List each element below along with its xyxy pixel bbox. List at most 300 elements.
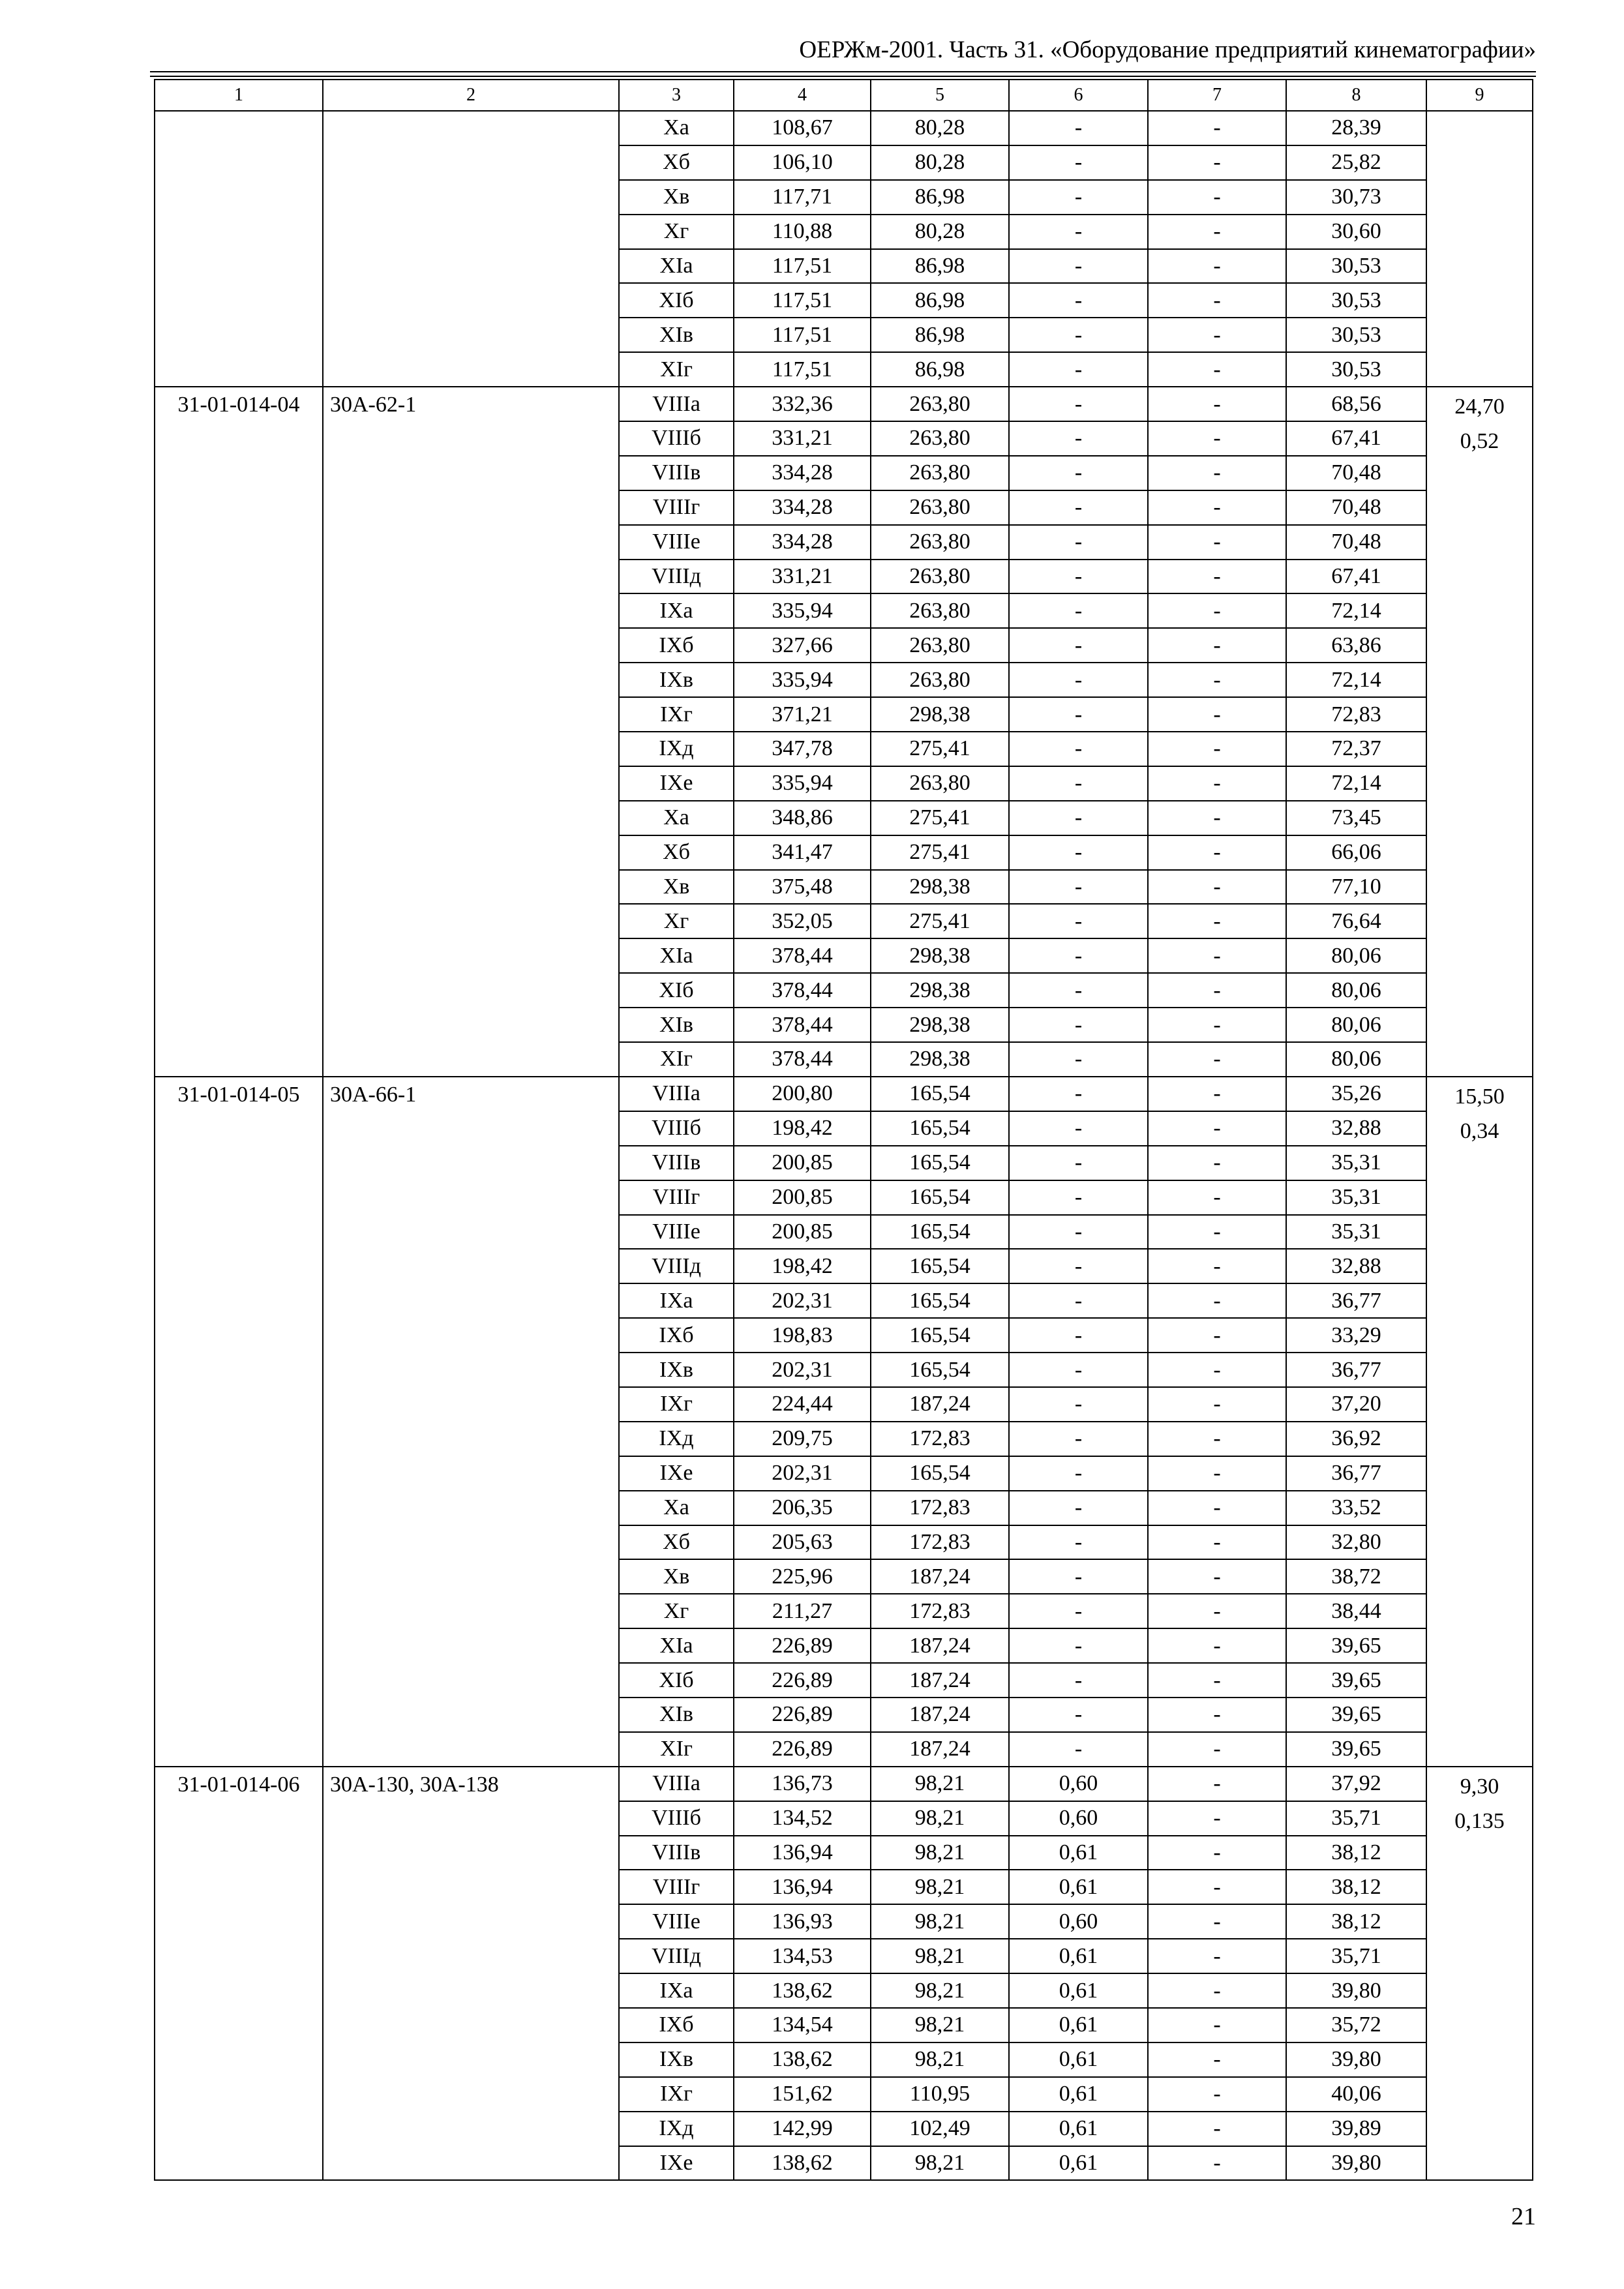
value-cell: 335,94	[734, 663, 871, 697]
value-cell: 106,10	[734, 145, 871, 180]
equipment-name-cell: 30A-66-1	[323, 1077, 619, 1767]
category-cell: VIIIa	[619, 1767, 734, 1801]
column-number-row	[155, 80, 1533, 111]
value-cell: -	[1009, 732, 1148, 766]
value-cell: 30,53	[1286, 283, 1426, 318]
value-cell: 72,14	[1286, 766, 1426, 801]
value-cell: -	[1009, 1042, 1148, 1077]
value-cell: -	[1148, 1663, 1286, 1698]
column-number: 8	[1286, 80, 1426, 111]
value-cell: -	[1148, 1594, 1286, 1628]
category-cell: VIIIб	[619, 421, 734, 456]
value-cell: -	[1148, 1387, 1286, 1422]
value-cell: 36,77	[1286, 1353, 1426, 1387]
value-cell: 335,94	[734, 766, 871, 801]
value-cell: 136,94	[734, 1870, 871, 1904]
value-cell: 0,61	[1009, 1836, 1148, 1870]
value-cell: -	[1009, 835, 1148, 870]
value-cell: 138,62	[734, 2146, 871, 2181]
column-number: 3	[619, 80, 734, 111]
value-cell: 72,14	[1286, 593, 1426, 628]
value-cell: 298,38	[871, 697, 1009, 732]
category-cell: VIIIa	[619, 1077, 734, 1111]
value-cell: 348,86	[734, 801, 871, 835]
category-cell: IXг	[619, 697, 734, 732]
category-cell: IXa	[619, 1283, 734, 1318]
value-cell: 38,72	[1286, 1559, 1426, 1594]
category-cell: Xв	[619, 870, 734, 905]
value-cell: 334,28	[734, 525, 871, 560]
category-cell: IXг	[619, 1387, 734, 1422]
value-cell: 187,24	[871, 1628, 1009, 1663]
value-cell: 263,80	[871, 456, 1009, 490]
value-cell: -	[1009, 1249, 1148, 1283]
header-rule	[150, 71, 1536, 72]
column-9-cell	[1426, 1767, 1533, 2181]
category-cell: VIIIд	[619, 1249, 734, 1283]
value-cell: 134,53	[734, 1939, 871, 1973]
value-cell: 298,38	[871, 1008, 1009, 1042]
value-cell: -	[1148, 1973, 1286, 2008]
equipment-name-cell	[323, 111, 619, 387]
value-cell: 165,54	[871, 1111, 1009, 1146]
column-number: 4	[734, 80, 871, 111]
value-cell: -	[1148, 2077, 1286, 2112]
value-cell: 298,38	[871, 938, 1009, 973]
value-cell: -	[1009, 1422, 1148, 1456]
value-cell: 98,21	[871, 2146, 1009, 2181]
value-cell: 98,21	[871, 1801, 1009, 1836]
category-cell: XIг	[619, 352, 734, 387]
value-cell: -	[1148, 145, 1286, 180]
value-cell: 39,65	[1286, 1698, 1426, 1732]
value-cell: 67,41	[1286, 421, 1426, 456]
value-cell: 200,85	[734, 1146, 871, 1180]
value-cell: 86,98	[871, 249, 1009, 284]
column-number: 2	[323, 80, 619, 111]
category-cell: XIг	[619, 1732, 734, 1767]
value-cell: -	[1148, 283, 1286, 318]
category-cell: Xa	[619, 111, 734, 145]
value-cell: -	[1009, 421, 1148, 456]
category-cell: Xг	[619, 215, 734, 249]
table-row	[155, 387, 1533, 421]
table-row	[155, 1077, 1533, 1111]
value-cell: 102,49	[871, 2112, 1009, 2146]
category-cell: IXб	[619, 628, 734, 663]
value-cell: 226,89	[734, 1698, 871, 1732]
value-cell: 39,65	[1286, 1628, 1426, 1663]
value-cell: -	[1009, 1008, 1148, 1042]
value-cell: 226,89	[734, 1732, 871, 1767]
value-cell: 98,21	[871, 2042, 1009, 2077]
rate-code-cell: 31-01-014-05	[155, 1077, 323, 1767]
value-cell: 117,51	[734, 352, 871, 387]
value-cell: 298,38	[871, 870, 1009, 905]
value-cell: 67,41	[1286, 560, 1426, 594]
value-cell: 200,85	[734, 1180, 871, 1215]
value-cell: -	[1148, 904, 1286, 938]
value-cell: 211,27	[734, 1594, 871, 1628]
column-number: 9	[1426, 80, 1533, 111]
column-9-value: 15,50	[1454, 1084, 1505, 1109]
value-cell: 378,44	[734, 938, 871, 973]
value-cell: 263,80	[871, 663, 1009, 697]
value-cell: 38,12	[1286, 1870, 1426, 1904]
value-cell: 33,52	[1286, 1491, 1426, 1525]
value-cell: 63,86	[1286, 628, 1426, 663]
value-cell: 187,24	[871, 1698, 1009, 1732]
value-cell: 172,83	[871, 1422, 1009, 1456]
value-cell: -	[1148, 938, 1286, 973]
category-cell: IXд	[619, 732, 734, 766]
value-cell: 38,12	[1286, 1836, 1426, 1870]
value-cell: 35,31	[1286, 1146, 1426, 1180]
value-cell: -	[1148, 1283, 1286, 1318]
value-cell: 76,64	[1286, 904, 1426, 938]
value-cell: -	[1009, 766, 1148, 801]
value-cell: 0,60	[1009, 1904, 1148, 1939]
value-cell: -	[1148, 870, 1286, 905]
category-cell: Xa	[619, 1491, 734, 1525]
value-cell: 0,61	[1009, 1870, 1148, 1904]
value-cell: 225,96	[734, 1559, 871, 1594]
value-cell: -	[1009, 1525, 1148, 1560]
value-cell: 39,65	[1286, 1663, 1426, 1698]
value-cell: 0,60	[1009, 1801, 1148, 1836]
value-cell: 275,41	[871, 732, 1009, 766]
value-cell: -	[1148, 1801, 1286, 1836]
value-cell: 39,80	[1286, 2042, 1426, 2077]
category-cell: Xг	[619, 1594, 734, 1628]
value-cell: -	[1009, 525, 1148, 560]
value-cell: 165,54	[871, 1249, 1009, 1283]
value-cell: -	[1148, 1180, 1286, 1215]
value-cell: 198,42	[734, 1111, 871, 1146]
value-cell: -	[1148, 1836, 1286, 1870]
value-cell: -	[1009, 593, 1148, 628]
category-cell: IXв	[619, 1353, 734, 1387]
value-cell: 70,48	[1286, 456, 1426, 490]
value-cell: 209,75	[734, 1422, 871, 1456]
value-cell: 35,26	[1286, 1077, 1426, 1111]
value-cell: 378,44	[734, 973, 871, 1008]
category-cell: XIa	[619, 1628, 734, 1663]
value-cell: 35,31	[1286, 1215, 1426, 1249]
column-number: 1	[155, 80, 323, 111]
value-cell: 263,80	[871, 387, 1009, 421]
column-9-value: 9,30	[1460, 1774, 1499, 1799]
value-cell: 37,92	[1286, 1767, 1426, 1801]
category-cell: IXд	[619, 1422, 734, 1456]
page-number: 21	[1511, 2203, 1536, 2230]
value-cell: -	[1148, 2042, 1286, 2077]
value-cell: -	[1148, 1111, 1286, 1146]
value-cell: 98,21	[871, 1767, 1009, 1801]
category-cell: IXв	[619, 663, 734, 697]
value-cell: 198,42	[734, 1249, 871, 1283]
value-cell: -	[1148, 732, 1286, 766]
value-cell: 40,06	[1286, 2077, 1426, 2112]
value-cell: -	[1148, 215, 1286, 249]
value-cell: 165,54	[871, 1215, 1009, 1249]
value-cell: 331,21	[734, 421, 871, 456]
table-row	[155, 111, 1533, 145]
value-cell: 134,52	[734, 1801, 871, 1836]
value-cell: -	[1009, 1491, 1148, 1525]
value-cell: -	[1148, 525, 1286, 560]
value-cell: 0,61	[1009, 1973, 1148, 2008]
column-number: 7	[1148, 80, 1286, 111]
value-cell: -	[1148, 1904, 1286, 1939]
value-cell: -	[1148, 1215, 1286, 1249]
value-cell: 32,88	[1286, 1249, 1426, 1283]
value-cell: 30,60	[1286, 215, 1426, 249]
value-cell: 108,67	[734, 111, 871, 145]
value-cell: 136,93	[734, 1904, 871, 1939]
value-cell: 275,41	[871, 904, 1009, 938]
value-cell: 263,80	[871, 421, 1009, 456]
value-cell: 341,47	[734, 835, 871, 870]
value-cell: -	[1009, 249, 1148, 284]
value-cell: 331,21	[734, 560, 871, 594]
value-cell: 80,06	[1286, 938, 1426, 973]
value-cell: 28,39	[1286, 111, 1426, 145]
value-cell: 136,73	[734, 1767, 871, 1801]
value-cell: 73,45	[1286, 801, 1426, 835]
value-cell: -	[1148, 1008, 1286, 1042]
value-cell: 165,54	[871, 1353, 1009, 1387]
value-cell: 35,72	[1286, 2008, 1426, 2042]
value-cell: 39,80	[1286, 2146, 1426, 2181]
value-cell: 80,06	[1286, 1042, 1426, 1077]
value-cell: -	[1148, 1939, 1286, 1973]
category-cell: IXв	[619, 2042, 734, 2077]
value-cell: 165,54	[871, 1146, 1009, 1180]
value-cell: 117,71	[734, 180, 871, 215]
value-cell: -	[1009, 1387, 1148, 1422]
value-cell: 30,53	[1286, 249, 1426, 284]
category-cell: VIIIв	[619, 1146, 734, 1180]
value-cell: -	[1009, 145, 1148, 180]
value-cell: 202,31	[734, 1353, 871, 1387]
column-9-cell	[1426, 111, 1533, 387]
value-cell: -	[1009, 387, 1148, 421]
column-number: 6	[1009, 80, 1148, 111]
value-cell: -	[1148, 628, 1286, 663]
value-cell: 138,62	[734, 1973, 871, 2008]
value-cell: -	[1009, 111, 1148, 145]
value-cell: -	[1148, 456, 1286, 490]
category-cell: VIIIв	[619, 1836, 734, 1870]
value-cell: -	[1009, 1283, 1148, 1318]
value-cell: -	[1148, 1318, 1286, 1353]
value-cell: 224,44	[734, 1387, 871, 1422]
value-cell: -	[1009, 904, 1148, 938]
category-cell: XIa	[619, 249, 734, 284]
value-cell: 80,06	[1286, 973, 1426, 1008]
value-cell: -	[1148, 2146, 1286, 2181]
value-cell: 0,61	[1009, 2008, 1148, 2042]
value-cell: -	[1009, 628, 1148, 663]
value-cell: -	[1148, 1146, 1286, 1180]
value-cell: 110,88	[734, 215, 871, 249]
value-cell: 32,88	[1286, 1111, 1426, 1146]
value-cell: -	[1009, 1111, 1148, 1146]
value-cell: -	[1148, 560, 1286, 594]
value-cell: -	[1009, 938, 1148, 973]
value-cell: 165,54	[871, 1318, 1009, 1353]
value-cell: -	[1148, 1767, 1286, 1801]
value-cell: 110,95	[871, 2077, 1009, 2112]
value-cell: 86,98	[871, 318, 1009, 352]
category-cell: IXe	[619, 2146, 734, 2181]
value-cell: -	[1009, 560, 1148, 594]
rates-table	[154, 79, 1533, 2181]
value-cell: -	[1148, 2112, 1286, 2146]
value-cell: 86,98	[871, 352, 1009, 387]
value-cell: 200,80	[734, 1077, 871, 1111]
value-cell: 165,54	[871, 1180, 1009, 1215]
value-cell: 172,83	[871, 1491, 1009, 1525]
value-cell: 136,94	[734, 1836, 871, 1870]
value-cell: 70,48	[1286, 525, 1426, 560]
value-cell: 98,21	[871, 1870, 1009, 1904]
value-cell: 36,92	[1286, 1422, 1426, 1456]
value-cell: 187,24	[871, 1387, 1009, 1422]
value-cell: 371,21	[734, 697, 871, 732]
value-cell: -	[1148, 111, 1286, 145]
value-cell: 72,37	[1286, 732, 1426, 766]
value-cell: 86,98	[871, 283, 1009, 318]
column-9-cell	[1426, 1077, 1533, 1767]
value-cell: 35,31	[1286, 1180, 1426, 1215]
value-cell: -	[1009, 1353, 1148, 1387]
category-cell: VIIIб	[619, 1111, 734, 1146]
value-cell: -	[1009, 215, 1148, 249]
category-cell: Xa	[619, 801, 734, 835]
value-cell: 98,21	[871, 1939, 1009, 1973]
value-cell: 327,66	[734, 628, 871, 663]
value-cell: 263,80	[871, 560, 1009, 594]
value-cell: 263,80	[871, 490, 1009, 525]
value-cell: 35,71	[1286, 1801, 1426, 1836]
rate-code-cell: 31-01-014-04	[155, 387, 323, 1077]
value-cell: -	[1148, 835, 1286, 870]
value-cell: 98,21	[871, 2008, 1009, 2042]
value-cell: 39,80	[1286, 1973, 1426, 2008]
value-cell: -	[1148, 421, 1286, 456]
value-cell: 200,85	[734, 1215, 871, 1249]
value-cell: 0,61	[1009, 2042, 1148, 2077]
column-9-cell	[1426, 387, 1533, 1077]
value-cell: -	[1148, 1870, 1286, 1904]
value-cell: -	[1148, 180, 1286, 215]
value-cell: 198,83	[734, 1318, 871, 1353]
value-cell: 263,80	[871, 628, 1009, 663]
value-cell: 335,94	[734, 593, 871, 628]
column-9-value: 0,34	[1460, 1118, 1499, 1143]
column-9-value: 24,70	[1454, 395, 1505, 419]
value-cell: 80,06	[1286, 1008, 1426, 1042]
category-cell: IXб	[619, 1318, 734, 1353]
value-cell: -	[1148, 1249, 1286, 1283]
value-cell: 72,14	[1286, 663, 1426, 697]
value-cell: 77,10	[1286, 870, 1426, 905]
value-cell: -	[1148, 1042, 1286, 1077]
value-cell: -	[1009, 1732, 1148, 1767]
value-cell: 80,28	[871, 111, 1009, 145]
category-cell: VIIIг	[619, 490, 734, 525]
value-cell: -	[1009, 1180, 1148, 1215]
value-cell: 187,24	[871, 1732, 1009, 1767]
value-cell: -	[1009, 697, 1148, 732]
value-cell: 36,77	[1286, 1283, 1426, 1318]
value-cell: 263,80	[871, 766, 1009, 801]
value-cell: 38,44	[1286, 1594, 1426, 1628]
value-cell: 226,89	[734, 1628, 871, 1663]
value-cell: 134,54	[734, 2008, 871, 2042]
value-cell: -	[1009, 1456, 1148, 1491]
header-rule	[150, 76, 1536, 77]
value-cell: 33,29	[1286, 1318, 1426, 1353]
value-cell: -	[1009, 456, 1148, 490]
value-cell: 98,21	[871, 1973, 1009, 2008]
value-cell: 138,62	[734, 2042, 871, 2077]
value-cell: -	[1009, 1215, 1148, 1249]
category-cell: IXб	[619, 2008, 734, 2042]
value-cell: -	[1009, 180, 1148, 215]
value-cell: 38,12	[1286, 1904, 1426, 1939]
value-cell: -	[1148, 387, 1286, 421]
category-cell: Xг	[619, 904, 734, 938]
category-cell: XIб	[619, 973, 734, 1008]
value-cell: 334,28	[734, 456, 871, 490]
value-cell: -	[1148, 249, 1286, 284]
value-cell: 0,61	[1009, 2077, 1148, 2112]
value-cell: -	[1148, 766, 1286, 801]
value-cell: 37,20	[1286, 1387, 1426, 1422]
value-cell: -	[1009, 490, 1148, 525]
value-cell: 86,98	[871, 180, 1009, 215]
category-cell: XIa	[619, 938, 734, 973]
value-cell: 98,21	[871, 1836, 1009, 1870]
column-number: 5	[871, 80, 1009, 111]
value-cell: 378,44	[734, 1008, 871, 1042]
value-cell: -	[1148, 1456, 1286, 1491]
value-cell: 202,31	[734, 1456, 871, 1491]
value-cell: 378,44	[734, 1042, 871, 1077]
table-body	[155, 111, 1533, 2180]
value-cell: 117,51	[734, 318, 871, 352]
category-cell: Xв	[619, 1559, 734, 1594]
value-cell: 172,83	[871, 1525, 1009, 1560]
value-cell: 347,78	[734, 732, 871, 766]
value-cell: -	[1148, 973, 1286, 1008]
value-cell: 151,62	[734, 2077, 871, 2112]
category-cell: IXe	[619, 766, 734, 801]
value-cell: 298,38	[871, 973, 1009, 1008]
value-cell: 263,80	[871, 525, 1009, 560]
category-cell: Xб	[619, 145, 734, 180]
value-cell: -	[1009, 1318, 1148, 1353]
category-cell: VIIIд	[619, 560, 734, 594]
category-cell: VIIIв	[619, 456, 734, 490]
value-cell: 66,06	[1286, 835, 1426, 870]
table-row	[155, 1767, 1533, 1801]
value-cell: 72,83	[1286, 697, 1426, 732]
value-cell: 226,89	[734, 1663, 871, 1698]
